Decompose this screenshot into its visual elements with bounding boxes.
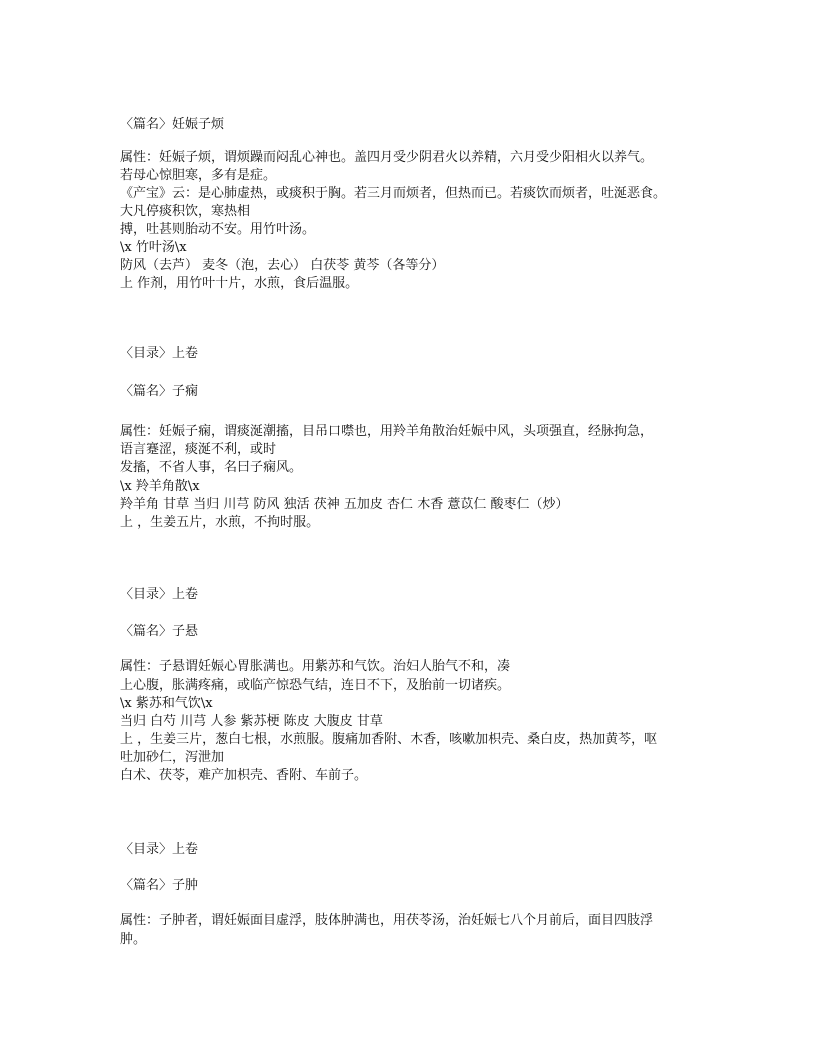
text-line: 上 ，生姜三片，葱白七根，水煎服。腹痛加香附、木香，咳嗽加枳壳、桑白皮，热加黄芩，呕 <box>120 732 658 747</box>
text-line: 发搐，不省人事，名曰子痫风。 <box>120 460 303 475</box>
text-line: 吐加砂仁，泻泄加 <box>120 750 225 765</box>
text-line: 若母心惊胆寒，多有是症。 <box>120 168 277 183</box>
catalog-label: 〈目录〉上卷 <box>120 587 199 602</box>
ingredients-line: 防风（去芦） 麦冬（泡，去心） 白茯苓 黄芩（各等分） <box>120 258 445 273</box>
text-line: 语言蹇涩，痰涎不利，或时 <box>120 442 277 457</box>
section-title: 〈篇名〉子悬 <box>120 624 199 639</box>
ingredients-line: 羚羊角 甘草 当归 川芎 防风 独活 茯神 五加皮 杏仁 木香 薏苡仁 酸枣仁（炒） <box>120 497 569 512</box>
text-line: 白术、茯苓，难产加枳壳、香附、车前子。 <box>120 768 368 783</box>
formula-name: \x 羚羊角散\x <box>120 479 200 494</box>
text-line: 上 作剂，用竹叶十片，水煎，食后温服。 <box>120 276 359 291</box>
text-line: 《产宝》云：是心肺虚热，或痰积于胸。若三月而烦者，但热而已。若痰饮而烦者，吐涎恶食。 <box>120 186 667 201</box>
catalog-label: 〈目录〉上卷 <box>120 346 199 361</box>
text-line: 属性：子悬谓妊娠心胃胀满也。用紫苏和气饮。治妇人胎气不和，凑 <box>120 659 511 674</box>
text-line: 属性：妊娠子烦，谓烦躁而闷乱心神也。盖四月受少阴君火以养精，六月受少阳相火以养气。 <box>120 150 654 165</box>
ingredients-line: 当归 白芍 川芎 人参 紫苏梗 陈皮 大腹皮 甘草 <box>120 714 383 729</box>
formula-name: \x 紫苏和气饮\x <box>120 696 213 711</box>
formula-name: \x 竹叶汤\x <box>120 240 187 255</box>
section-title: 〈篇名〉子痫 <box>120 384 199 399</box>
section-title: 〈篇名〉子肿 <box>120 878 199 893</box>
text-line: 肿。 <box>120 932 147 947</box>
text-line: 属性：妊娠子痫，谓痰涎潮搐，目吊口噤也，用羚羊角散治妊娠中风，头项强直，经脉拘急， <box>120 424 654 439</box>
text-line: 上心腹，胀满疼痛，或临产惊恐气结，连日不下，及胎前一切诸疾。 <box>120 678 511 693</box>
text-line: 属性：子肿者，谓妊娠面目虚浮，肢体肿满也，用茯苓汤，治妊娠七八个月前后，面目四肢浮 <box>120 913 654 928</box>
catalog-label: 〈目录〉上卷 <box>120 842 199 857</box>
text-line: 搏，吐甚则胎动不安。用竹叶汤。 <box>120 222 316 237</box>
text-line: 大凡停痰积饮，寒热相 <box>120 204 251 219</box>
text-line: 上 ，生姜五片，水煎，不拘时服。 <box>120 515 320 530</box>
section-title: 〈篇名〉妊娠子烦 <box>120 117 225 132</box>
